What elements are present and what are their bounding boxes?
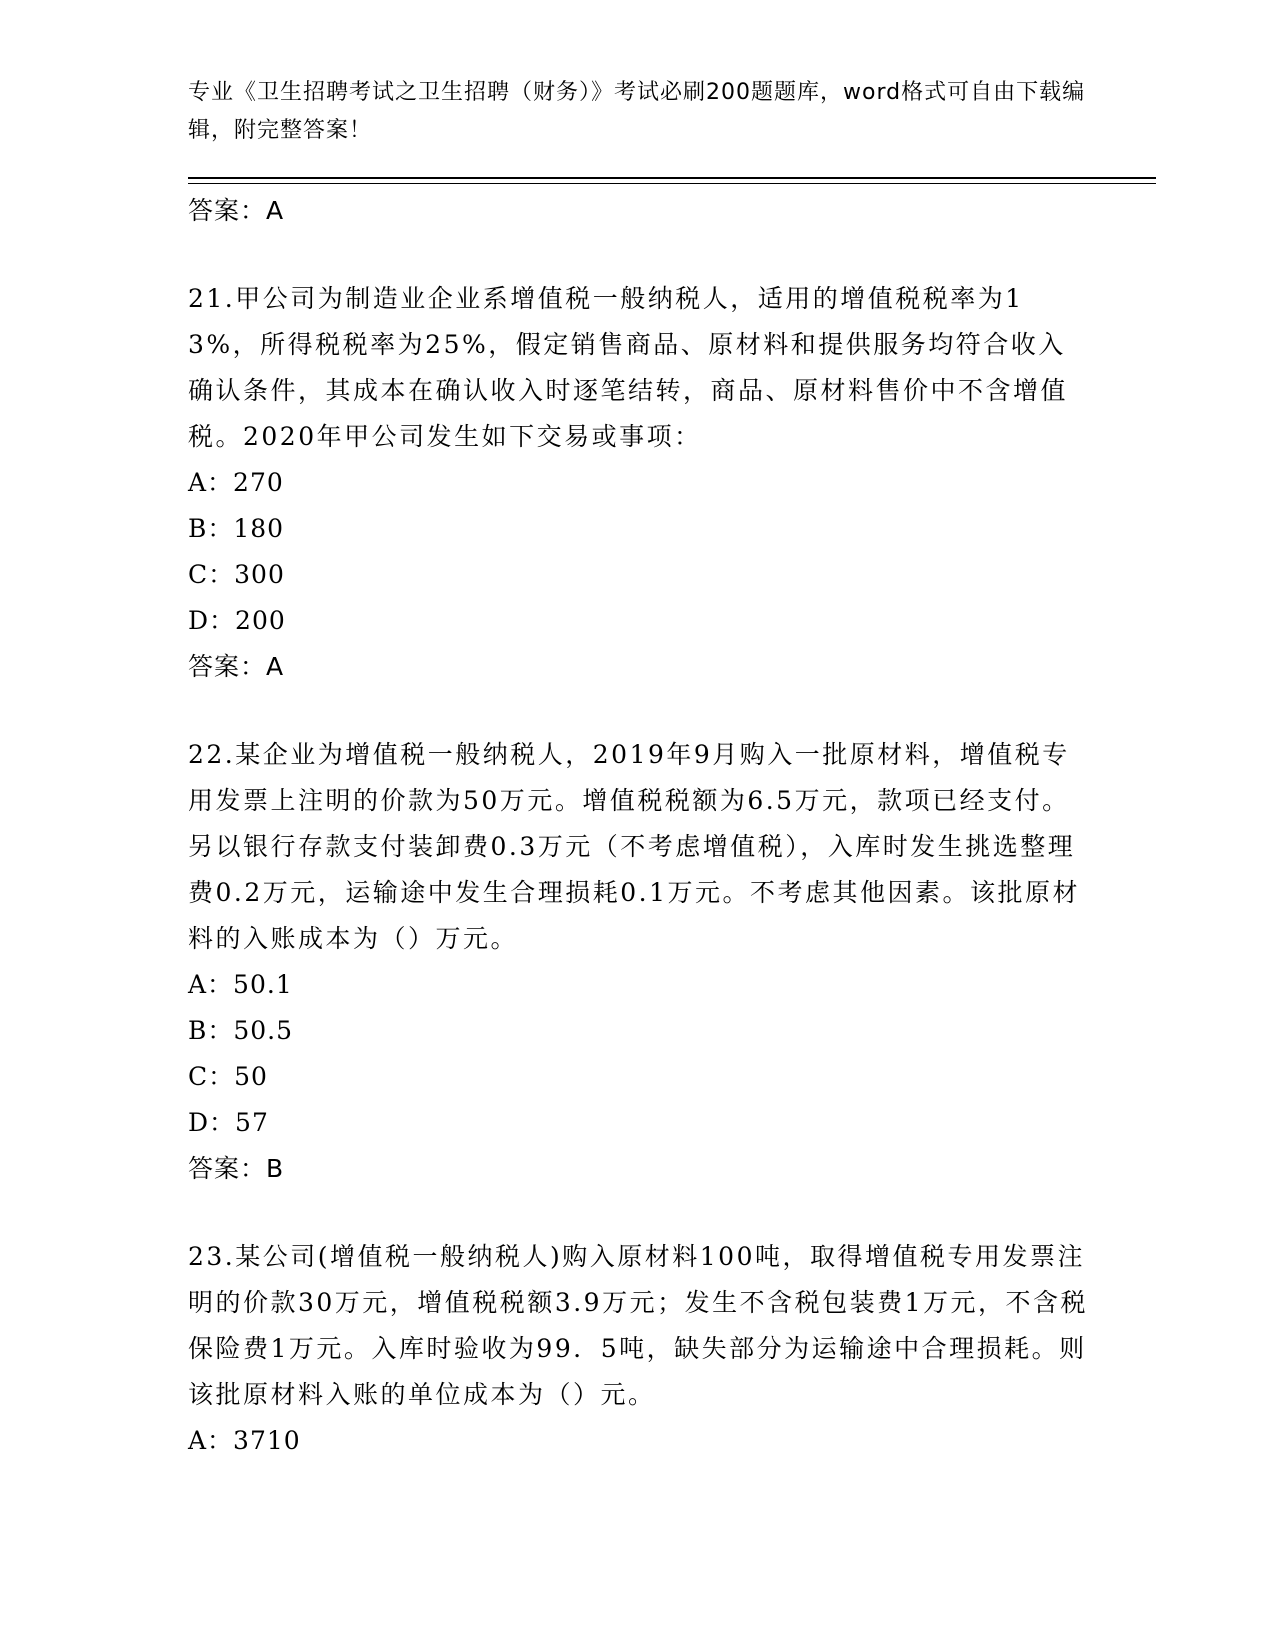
question-stem: 22.某企业为增值税一般纳税人，2019年9月购入一批原材料，增值税专用发票上注明的价款为50万元。增值税税额为6.5万元，款项已经支付。另以银行存款支付装卸费0.3万元（不考虑增值税），入库时发生挑选整理费0.2万元，运输途中发生合理损耗0.1万元。不考虑其他因素。该批原材料的入账成本为（）万元。: [188, 740, 1081, 953]
page-header: 专业《卫生招聘考试之卫生招聘（财务）》考试必刷200题题库，word格式可自由下载编辑，附完整答案！: [188, 80, 1086, 143]
option-b: B：180: [188, 514, 285, 543]
option-b: B：50.5: [188, 1016, 294, 1045]
option-d: D：57: [188, 1108, 269, 1137]
option-c: C：300: [188, 560, 285, 589]
question-23: [188, 1234, 1088, 1464]
option-c: C：50: [188, 1062, 268, 1091]
option-a: A：3710: [188, 1426, 301, 1455]
question-22: [188, 732, 1088, 1192]
question-stem: 21.甲公司为制造业企业系增值税一般纳税人，适用的增值税税率为13%，所得税税率为25%，假定销售商品、原材料和提供服务均符合收入确认条件，其成本在确认收入时逐笔结转，商品、原材料售价中不含增值税。2020年甲公司发生如下交易或事项：: [188, 284, 1069, 451]
answer-line: 答案：A: [188, 652, 285, 681]
header-divider-thin: [188, 183, 1156, 184]
previous-answer: 答案：A: [188, 196, 285, 225]
answer-line: 答案：B: [188, 1154, 285, 1183]
question-stem: 23.某公司(增值税一般纳税人)购入原材料100吨，取得增值税专用发票注明的价款30万元，增值税税额3.9万元；发生不含税包装费1万元，不含税保险费1万元。入库时验收为99．5吨，缺失部分为运输途中合理损耗。则该批原材料入账的单位成本为（）元。: [188, 1242, 1088, 1409]
option-d: D：200: [188, 606, 286, 635]
option-a: A：270: [188, 468, 284, 497]
question-list: [188, 188, 1088, 1464]
option-a: A：50.1: [188, 970, 293, 999]
header-divider-thick: [188, 177, 1156, 179]
question-21: [188, 276, 1088, 690]
